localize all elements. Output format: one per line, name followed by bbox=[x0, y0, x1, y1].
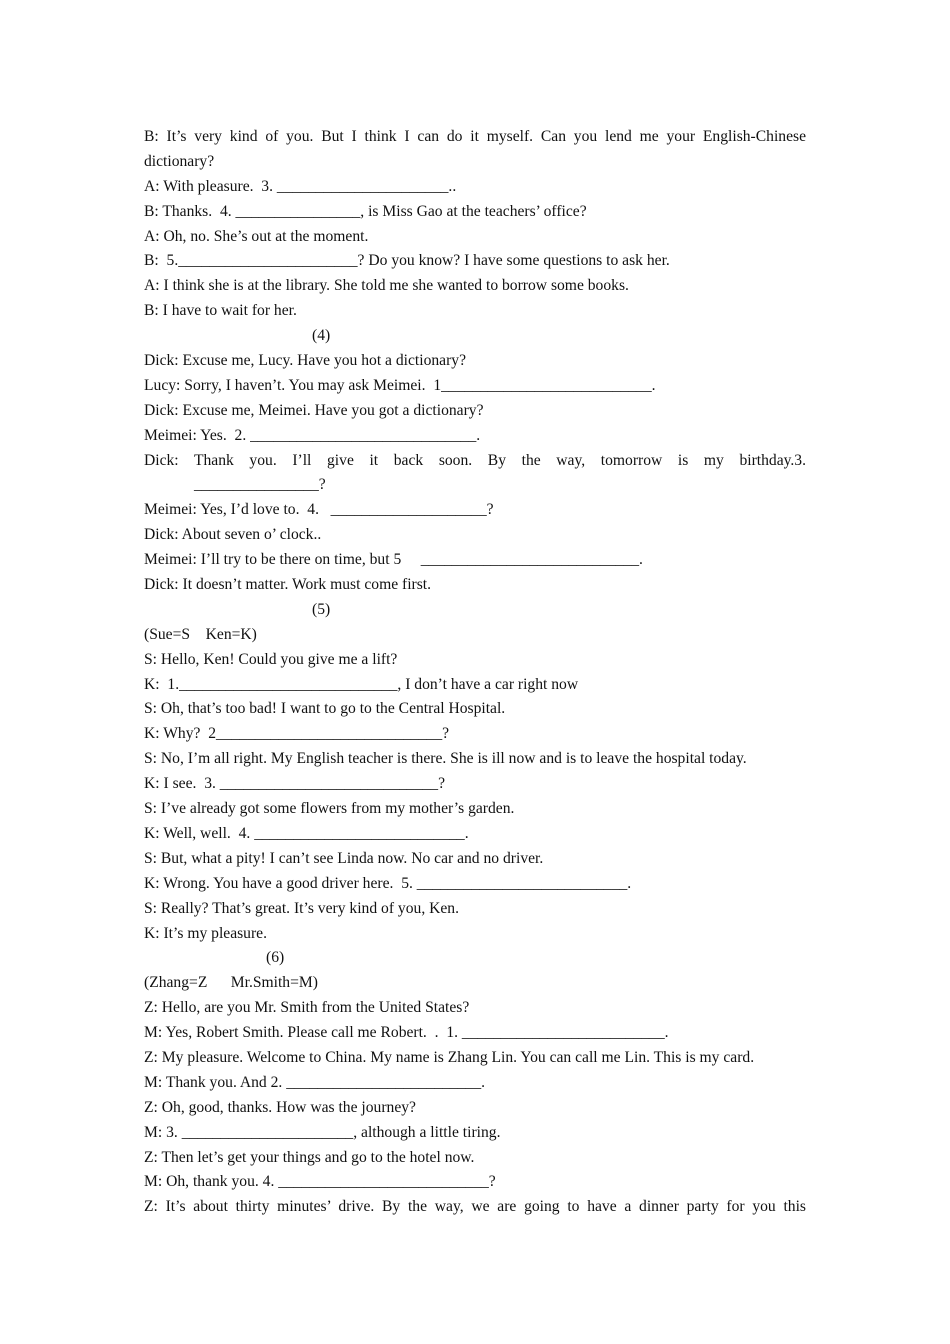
dialogue-line: Z: My pleasure. Welcome to China. My name is Zhang Lin. You can call me Lin. This is my card. bbox=[144, 1048, 755, 1066]
dialogue-line: M: Oh, thank you. 4. ___________________________? bbox=[144, 1173, 496, 1191]
dialogue-line: ________________? bbox=[194, 476, 326, 494]
dialogue-line: K: Well, well. 4. ___________________________. bbox=[144, 824, 469, 842]
section-heading: (4) bbox=[312, 327, 331, 345]
dialogue-line: M: Thank you. And 2. _________________________. bbox=[144, 1073, 486, 1091]
dialogue-line: K: 1.____________________________, I don’t have a car right now bbox=[144, 675, 579, 693]
dialogue-line: S: But, what a pity! I can’t see Linda now. No car and no driver. bbox=[144, 849, 544, 867]
dialogue-line: A: I think she is at the library. She told me she wanted to borrow some books. bbox=[144, 277, 629, 295]
dialogue-line: Lucy: Sorry, I haven’t. You may ask Meimei. 1___________________________. bbox=[144, 376, 656, 394]
dialogue-line: Dick: Excuse me, Lucy. Have you hot a dictionary? bbox=[144, 352, 467, 370]
section-heading: (5) bbox=[312, 600, 331, 618]
dialogue-line: Dick: Excuse me, Meimei. Have you got a dictionary? bbox=[144, 401, 484, 419]
dialogue-line: A: Oh, no. She’s out at the moment. bbox=[144, 227, 369, 245]
dialogue-line: (Sue=S Ken=K) bbox=[144, 625, 257, 643]
document-page bbox=[144, 125, 806, 1220]
dialogue-line: Dick: About seven o’ clock.. bbox=[144, 526, 322, 544]
dialogue-line: B: I have to wait for her. bbox=[144, 302, 297, 320]
dialogue-line: K: It’s my pleasure. bbox=[144, 924, 267, 942]
dialogue-line: Z: Hello, are you Mr. Smith from the United States? bbox=[144, 999, 470, 1017]
section-heading: (6) bbox=[266, 949, 285, 967]
dialogue-line: S: Really? That’s great. It’s very kind of you, Ken. bbox=[144, 899, 459, 917]
dialogue-line: M: 3. ______________________, although a little tiring. bbox=[144, 1123, 501, 1141]
dialogue-line: Meimei: Yes. 2. _____________________________. bbox=[144, 426, 481, 444]
dialogue-line: Z: Then let’s get your things and go to the hotel now. bbox=[144, 1148, 475, 1166]
dialogue-line: dictionary? bbox=[144, 152, 215, 170]
dialogue-line: S: I’ve already got some flowers from my mother’s garden. bbox=[144, 800, 515, 818]
dialogue-line: Meimei: Yes, I’d love to. 4. ____________________? bbox=[144, 501, 494, 519]
dialogue-line: Dick: It doesn’t matter. Work must come first. bbox=[144, 576, 432, 594]
dialogue-line: A: With pleasure. 3. ______________________.. bbox=[144, 177, 457, 195]
dialogue-line: (Zhang=Z Mr.Smith=M) bbox=[144, 974, 318, 992]
dialogue-line: B: Thanks. 4. ________________, is Miss Gao at the teachers’ office? bbox=[144, 202, 587, 220]
dialogue-line: S: Oh, that’s too bad! I want to go to the Central Hospital. bbox=[144, 700, 506, 718]
dialogue-line: M: Yes, Robert Smith. Please call me Robert. . 1. __________________________. bbox=[144, 1024, 669, 1042]
dialogue-line: S: Hello, Ken! Could you give me a lift? bbox=[144, 650, 398, 668]
dialogue-line: Meimei: I’ll try to be there on time, but 5 ____________________________. bbox=[144, 551, 643, 569]
dialogue-line: Z: It’s about thirty minutes’ drive. By the way, we are going to have a dinner party for you this bbox=[144, 1198, 806, 1216]
dialogue-line: B: It’s very kind of you. But I think I can do it myself. Can you lend me your English-Chinese bbox=[144, 128, 806, 145]
dialogue-line: B: 5._______________________? Do you know? I have some questions to ask her. bbox=[144, 252, 670, 270]
dialogue-line: Dick: Thank you. I’ll give it back soon. By the way, tomorrow is my birthday.3. bbox=[144, 451, 806, 469]
dialogue-line: S: No, I’m all right. My English teacher is there. She is ill now and is to leave the hospital today. bbox=[144, 750, 747, 768]
dialogue-line: Z: Oh, good, thanks. How was the journey? bbox=[144, 1098, 416, 1116]
dialogue-line: K: I see. 3. ____________________________? bbox=[144, 775, 446, 793]
dialogue-line: K: Why? 2_____________________________? bbox=[144, 725, 450, 743]
dialogue-line: K: Wrong. You have a good driver here. 5. ___________________________. bbox=[144, 874, 632, 892]
